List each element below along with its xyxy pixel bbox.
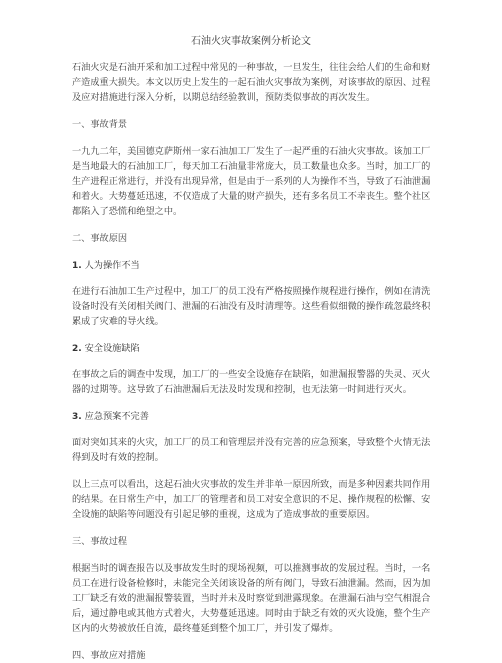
cause-1-line: 设备时没有关闭相关阀门、泄漏的石油没有及时清理等。这些看似细微的操作疏忽最终积 <box>72 301 431 312</box>
cause-1-line: 在进行石油加工生产过程中，加工厂的员工没有严格按照操作规程进行操作，例如在清洗 <box>72 286 431 297</box>
cause-2-line: 在事故之后的调查中发现，加工厂的一些安全设施存在缺陷，如泄漏报警器的失灵、灭火 <box>72 369 431 380</box>
section-heading-background: 一、事故背景 <box>72 119 128 130</box>
cause-2-paragraph <box>72 367 430 397</box>
process-line: 后，通过静电或其他方式着火，大势蔓延迅速。同时由于缺乏有效的灭火设施，整个生产 <box>72 608 431 619</box>
section-heading-causes: 二、事故原因 <box>72 233 128 244</box>
cause-1-number: 1. <box>72 261 82 271</box>
causes-summary-line: 全设施的缺陷等问题没有引起足够的重视，这成为了造成事故的重要原因。 <box>72 509 376 520</box>
cause-2-number: 2. <box>72 344 82 354</box>
process-line: 员工在进行设备检修时，未能完全关闭该设备的所有阀门，导致石油泄漏。然而，因为加 <box>72 578 431 589</box>
process-line: 工厂缺乏有效的泄漏报警装置，当时并未及时察觉到泄露现象。在泄漏石油与空气相混合 <box>72 593 431 604</box>
intro-paragraph <box>72 60 430 105</box>
intro-line: 石油火灾是石油开采和加工过程中常见的一种事故，一旦发生，往往会给人们的生命和财 <box>72 62 431 73</box>
cause-1-paragraph <box>72 284 430 329</box>
cause-3-number: 3. <box>72 412 82 422</box>
cause-1-title: 人为操作不当 <box>84 260 140 271</box>
causes-summary-line: 的结果。在日常生产中，加工厂的管理者和员工对安全意识的不足、操作规程的松懈、安 <box>72 494 431 505</box>
section-heading-process: 三、事故过程 <box>72 536 128 547</box>
cause-3-paragraph <box>72 435 430 465</box>
cause-3-line: 得到及时有效的控制。 <box>72 452 164 463</box>
document-title: 石油火灾事故案例分析论文 <box>191 36 311 47</box>
causes-summary-paragraph <box>72 477 430 522</box>
background-line: 和着火。大势蔓延迅速，不仅造成了大量的财产损失，还有多名员工不幸丧生。整个社区 <box>72 191 431 202</box>
cause-1-line: 累成了灾难的导火线。 <box>72 316 164 327</box>
cause-2-title: 安全设施缺陷 <box>84 343 140 354</box>
background-line: 一九九二年，美国德克萨斯州一家石油加工厂发生了一起严重的石油火灾事故。该加工厂 <box>72 146 431 157</box>
cause-2-line: 器的过期等。这导致了石油泄漏后无法及时发现和控制，也无法第一时间进行灭火。 <box>72 384 412 395</box>
background-line: 都陷入了恐慌和绝望之中。 <box>72 206 183 217</box>
cause-3-heading <box>72 409 430 425</box>
process-line: 根据当时的调查报告以及事故发生时的现场视频，可以推测事故的发展过程。当时，一名 <box>72 563 431 574</box>
process-line: 区内的火势被放任自流，最终蔓延到整个加工厂，并引发了爆炸。 <box>72 623 339 634</box>
process-paragraph <box>72 561 430 636</box>
cause-1-heading <box>72 258 430 274</box>
cause-3-line: 面对突如其来的火灾，加工厂的员工和管理层并没有完善的应急预案，导致整个火情无法 <box>72 437 431 448</box>
cause-3-title: 应急预案不完善 <box>84 411 149 422</box>
cause-2-heading <box>72 341 430 357</box>
background-paragraph <box>72 144 430 219</box>
section-heading-response: 四、事故应对措施 <box>72 650 146 661</box>
intro-line: 产造成重大损失。本文以历史上发生的一起石油火灾事故为案例，对该事故的原因、过程 <box>72 77 431 88</box>
background-line: 生产进程正常进行，并没有出现异常，但是由于一系列的人为操作不当，导致了石油泄漏 <box>72 176 431 187</box>
intro-line: 及应对措施进行深入分析，以期总结经验教训，预防类似事故的再次发生。 <box>72 92 376 103</box>
causes-summary-line: 以上三点可以看出，这起石油火灾事故的发生并非单一原因所致，而是多种因素共同作用 <box>72 479 431 490</box>
background-line: 是当地最大的石油加工厂，每天加工石油量非常庞大，员工数量也众多。当时，加工厂的 <box>72 161 431 172</box>
